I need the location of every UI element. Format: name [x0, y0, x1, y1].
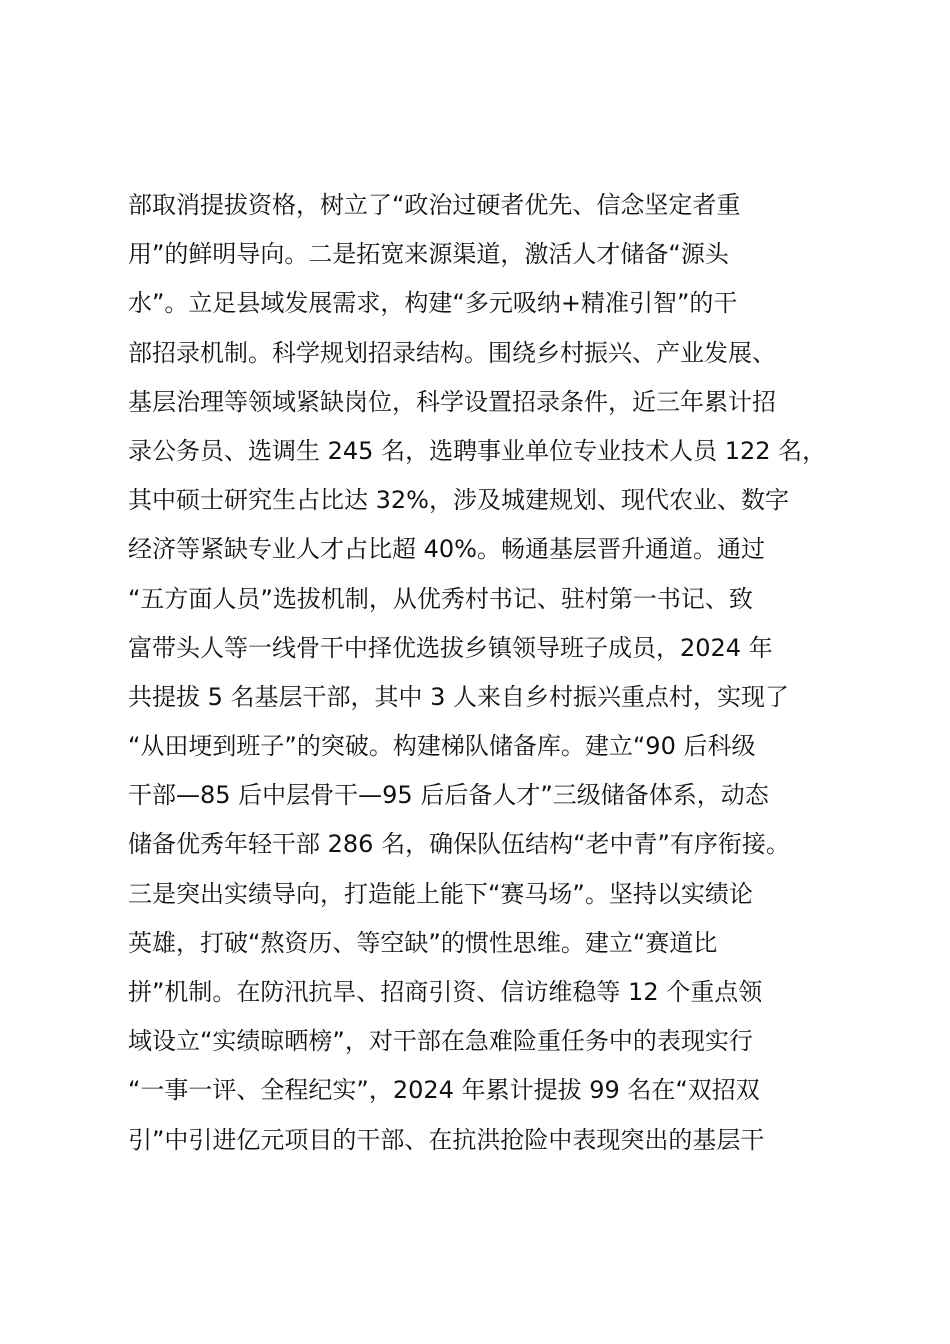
- text-line: 引”中引进亿元项目的干部、在抗洪抢险中表现突出的基层干: [128, 1125, 765, 1154]
- text-line: 部招录机制。科学规划招录结构。围绕乡村振兴、产业发展、: [128, 338, 776, 367]
- text-line: 录公务员、选调生 245 名，选聘事业单位专业技术人员 122 名，: [128, 436, 827, 465]
- text-line: 其中硕士研究生占比达 32%，涉及城建规划、现代农业、数字: [128, 486, 789, 515]
- text-line: 富带头人等一线骨干中择优选拔乡镇领导班子成员，2024 年: [128, 633, 773, 662]
- text-line: “从田埂到班子”的突破。构建梯队储备库。建立“90 后科级: [128, 732, 756, 761]
- text-line: “五方面人员”选拔机制，从优秀村书记、驻村第一书记、致: [128, 584, 753, 613]
- text-line: 英雄，打破“熬资历、等空缺”的惯性思维。建立“赛道比: [128, 928, 718, 957]
- text-line: 储备优秀年轻干部 286 名，确保队伍结构“老中青”有序衔接。: [128, 830, 790, 859]
- text-line: 共提拔 5 名基层干部，其中 3 人来自乡村振兴重点村，实现了: [128, 682, 790, 711]
- text-line: 经济等紧缺专业人才占比超 40%。畅通基层晋升通道。通过: [128, 535, 765, 564]
- text-line: “一事一评、全程纪实”，2024 年累计提拔 99 名在“双招双: [128, 1076, 760, 1105]
- text-line: 拼”机制。在防汛抗旱、招商引资、信访维稳等 12 个重点领: [128, 978, 763, 1006]
- text-line: 域设立“实绩晾晒榜”，对干部在急难险重任务中的表现实行: [128, 1027, 753, 1056]
- text-line: 干部—85 后中层骨干—95 后后备人才”三级储备体系，动态: [128, 781, 769, 810]
- body-text: [128, 181, 848, 1165]
- text-line: 用”的鲜明导向。二是拓宽来源渠道，激活人才储备“源头: [128, 240, 729, 269]
- text-line: 部取消提拔资格，树立了“政治过硬者优先、信念坚定者重: [128, 191, 741, 219]
- text-line: 三是突出实绩导向，打造能上能下“赛马场”。坚持以实绩论: [128, 879, 753, 908]
- text-line: 基层治理等领域紧缺岗位，科学设置招录条件，近三年累计招: [128, 387, 776, 416]
- text-line: 水”。立足县域发展需求，构建“多元吸纳+精准引智”的干: [128, 289, 738, 318]
